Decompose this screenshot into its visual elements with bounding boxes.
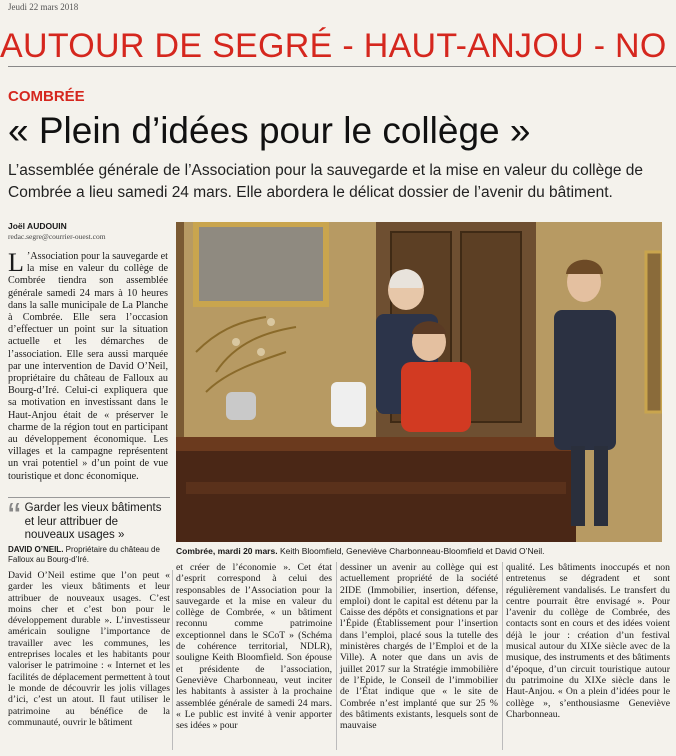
column-divider [502,562,503,750]
issue-date: Jeudi 22 mars 2018 [8,2,79,12]
pull-quote [8,497,170,565]
column-divider [336,562,337,750]
pull-quote-attribution [8,545,170,565]
byline-email: redac.segre@courrier-ouest.com [8,232,106,241]
caption-lead: Combrée, mardi 20 mars. [176,546,278,556]
body-column-1: David O’Neil estime que l’on peut « garder les vieux bâtiments et leur attribuer de nouveaux usages. C’est moins cher et c’est bon pour le développement durable ». L’investisseur américain souligne l’importance de travailler avec les communes, les entreprises locales et les habitants pour valoriser le patrimoine : « Internet et les facilités de déplacement permettent à tout le monde de découvrir les jolis villages d’ici, c’est un atout. Il faut utiliser le patrimoine au bénéfice de la communauté, ouvrir le bâtiment [8,570,170,728]
pull-quote-author: DAVID O’NEIL. [8,544,64,554]
banner-rule [8,66,676,67]
photo-caption [176,546,672,556]
region-banner: AUTOUR DE SEGRÉ - HAUT-ANJOU - NO [0,27,667,65]
body-column-3: dessiner un avenir au collège qui est actuellement propriété de la société 2IDE (Immobilier, insertion, défense, emploi) dont le capital est détenu par la Caisse des dépôts et consignations et par l’Épide (Établissement pour l’insertion dans l’emploi, placé sous la tutelle des ministères chargés de l’Emploi et de la Ville). A noter que dans un avis de juillet 2017 sur la Stratégie immobilière de l’Epide, le Conseil de l’immobilier de l’État indique que « le site de Combrée n’est implanté que sur 25 % des bâtiments existants, lesquels sont de mauvaise [340,562,498,732]
headline: « Plein d’idées pour le collège » [8,110,531,151]
quote-mark-icon: “ [8,496,21,538]
body-column-4: qualité. Les bâtiments inoccupés et non entretenus se dégradent et sont régulièrement vandalisés. Le transfert du centre pourrait être envisagé ». Pour l’avenir du collège de Combrée, des contacts sont en cours et des idées voient déjà le jour : création d’un festival musical autour du XIXe siècle avec de la musique, des instruments et des bâtiments d’époque, d’un circuit touristique autour du patrimoine du XIXe siècle dans le Haut-Anjou. « On a plein d’idées pour le collège », s’enthousiasme Geneviève Charbonneau. [506,562,670,720]
intro-text: ’Association pour la sauvegarde et la mise en valeur du collège de Combrée tiendra son assemblée générale samedi 24 mars à 10 heures dans la salle municipale de La Planche à Combrée. Elle sera l’occasion d’effectuer un point sur la situation actuelle et les démarches de l’association. Elle sera aussi marquée par une intervention de David O’Neil, propriétaire du château de Falloux au Bourg-d’Iré. Celui-ci expliquera que sa motivation en investissant dans le Haut-Anjou était de « préserver le charme de la région tout en participant au développement économique. Les villages et la campagne représentent un vrai potentiel » d’un point de vue touristique et donc économique. [8,251,168,482]
pull-quote-text: Garder les vieux bâtiments et leur attribuer de nouveaux usages » [24,502,162,541]
caption-text: Keith Bloomfield, Geneviève Charbonneau-Bloomfield et David O’Neil. [279,546,545,556]
section-label: COMBRÉE [8,88,85,105]
pull-quote-author-desc: Propriétaire du château de Falloux au Bourg-d’Iré. [8,544,160,564]
drop-cap: L [8,248,24,277]
intro-column [8,248,168,483]
article-photo [176,222,662,542]
photo-illustration [176,222,662,542]
lead-paragraph: L’assemblée générale de l’Association pour la sauvegarde et la mise en valeur du collège de Combrée a lieu samedi 24 mars. Elle abordera le délicat dossier de l’avenir du bâtiment. [8,162,644,201]
body-column-2: et créer de l’économie ». Cet état d’esprit correspond à celui des responsables de l’Association pour la sauvegarde et la mise en valeur du collège de Combrée, « un bâtiment reconnu comme patrimoine exceptionnel dans le SCoT » (Schéma de cohérence territorial, NDLR), souligne Keith Bloomfield. Son épouse et présidente de l’association, Geneviève Charbonneau, veut inciter les habitants à assister à la prochaine assemblée générale de samedi 24 mars. « Le public est invité à venir apporter ses idées » pour [176,562,332,732]
byline-author: Joël AUDOUIN [8,221,67,231]
column-divider [172,570,173,750]
